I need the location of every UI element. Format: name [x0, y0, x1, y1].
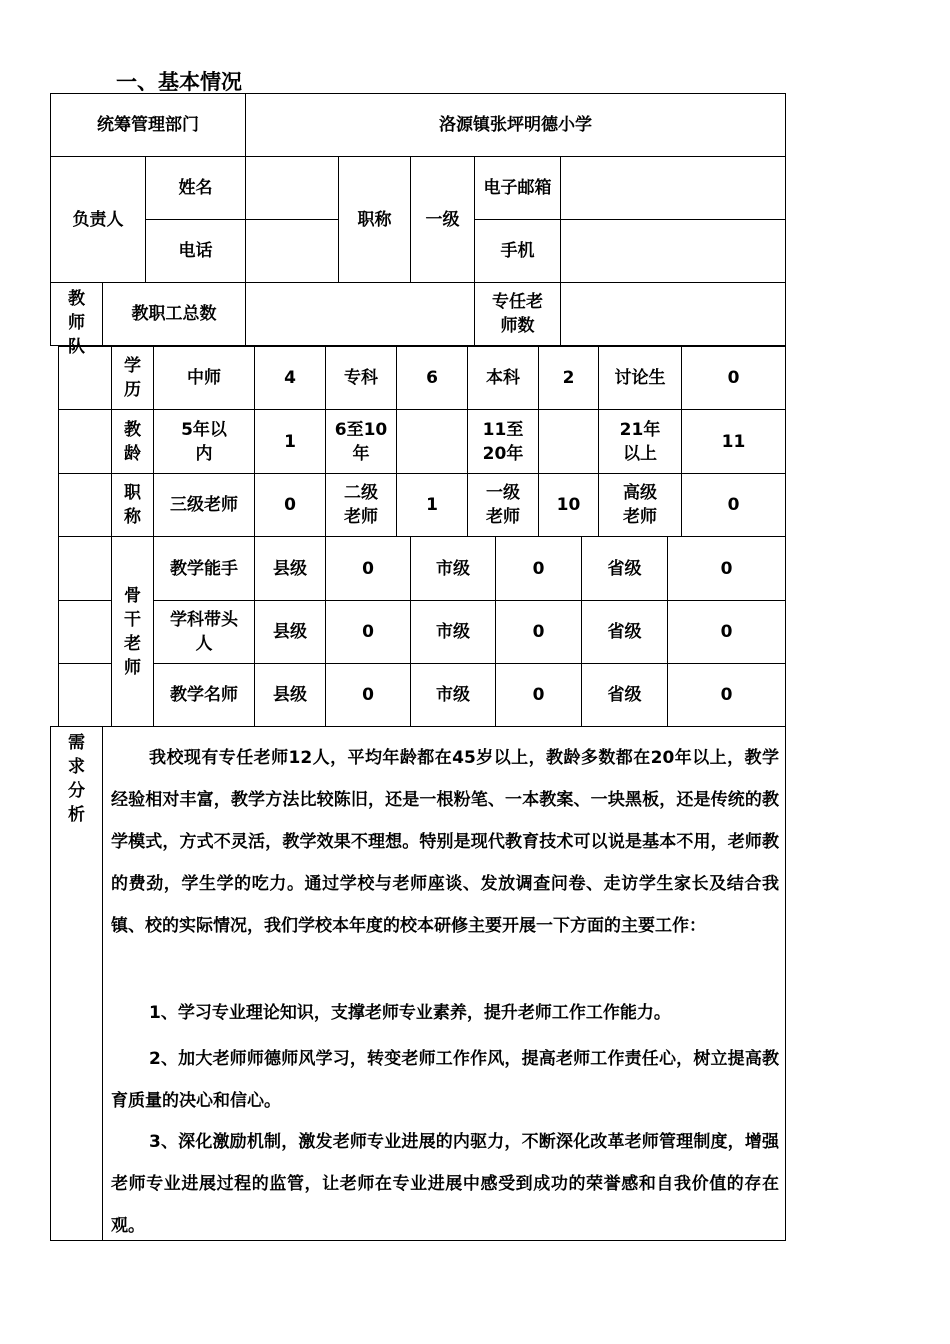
backbone-cell: 0: [325, 600, 411, 664]
teaching-age-label: [111, 409, 154, 474]
backbone-label-char: 老: [124, 633, 141, 654]
total-staff-label: 教职工总数: [102, 282, 246, 346]
needs-label-char: 析: [68, 805, 85, 825]
needs-label-char: 分: [68, 781, 85, 801]
blank-cell: [58, 663, 112, 727]
blank-cell: [58, 409, 112, 474]
education-cell: 中师: [153, 346, 255, 410]
backbone-cell: 0: [495, 600, 582, 664]
email-value: [560, 156, 786, 220]
backbone-cell: 0: [667, 536, 786, 601]
teaching-age-cell: 5年以内: [153, 409, 255, 474]
backbone-cell: 省级: [581, 536, 668, 601]
needs-paragraph: 我校现有专任老师12人，平均年龄都在45岁以上，教龄多数都在20年以上，教学经验相对丰富，教学方法比较陈旧，还是一根粉笔、一本教案、一块黑板，还是传统的教学模式，方式不灵活，教学效果不理想。特别是现代教育技术可以说是基本不用，老师教的费劲，学生学的吃力。通过学校与老师座谈、发放调查问卷、走访学生家长及结合我镇、校的实际情况，我们学校本年度的校本研修主要开展一下方面的主要工作：: [111, 748, 779, 936]
fulltime-value: [560, 282, 786, 346]
teaching-age-cell: [538, 409, 599, 474]
job-title-cell: 1: [396, 473, 468, 537]
team-label-char: 师: [68, 313, 85, 333]
job-title-cell: 一级老师: [467, 473, 539, 537]
education-cell: 2: [538, 346, 599, 410]
phone-label: 电话: [145, 219, 246, 283]
teaching-age-cell: 1: [254, 409, 326, 474]
title-label: 职称: [338, 156, 411, 283]
total-staff-value: [245, 282, 475, 346]
backbone-cell: 县级: [254, 600, 326, 664]
job-title-cell: 0: [254, 473, 326, 537]
backbone-cell: 市级: [410, 536, 496, 601]
needs-label: [50, 726, 103, 1241]
education-label-char: 学: [124, 356, 141, 376]
job-title-label-char: 职: [124, 483, 141, 503]
needs-paragraph: 1、学习专业理论知识，支撑老师专业素养，提升老师工作工作能力。: [149, 1003, 671, 1023]
section-title: 一、基本情况: [116, 70, 242, 94]
backbone-label-char: 干: [124, 609, 141, 630]
backbone-label-char: 师: [124, 657, 141, 678]
blank-cell: [58, 600, 112, 664]
mobile-label: 手机: [474, 219, 561, 283]
backbone-label: [111, 536, 154, 727]
team-label-char: 队: [68, 337, 85, 357]
mobile-value: [560, 219, 786, 283]
teaching-age-cell: [396, 409, 468, 474]
job-title-cell: 三级老师: [153, 473, 255, 537]
backbone-cell: 县级: [254, 663, 326, 727]
education-label-char: 历: [124, 380, 141, 400]
needs-label-char: 求: [68, 757, 85, 777]
education-label: [111, 346, 154, 410]
teaching-age-label-char: 教: [124, 419, 141, 440]
job-title-cell: 二级老师: [325, 473, 397, 537]
name-label: 姓名: [145, 156, 246, 220]
teaching-age-cell: 11: [681, 409, 786, 474]
needs-paragraph: 2、加大老师师德师风学习，转变老师工作作风，提高老师工作责任心，树立提高教育质量的决心和信心。: [111, 1049, 779, 1111]
education-cell: 专科: [325, 346, 397, 410]
backbone-cell: 市级: [410, 663, 496, 727]
backbone-cell: 省级: [581, 663, 668, 727]
leader-label: 负责人: [50, 156, 146, 283]
teaching-age-cell: 11至20年: [467, 409, 539, 474]
backbone-label-char: 骨: [124, 585, 141, 606]
needs-label-char: 需: [68, 733, 85, 753]
blank-cell: [58, 473, 112, 537]
phone-value: [245, 219, 339, 283]
backbone-cell: 教学名师: [153, 663, 255, 727]
backbone-cell: 省级: [581, 600, 668, 664]
job-title-cell: 0: [681, 473, 786, 537]
dept-value: 洛源镇张坪明德小学: [245, 93, 786, 157]
name-value: [245, 156, 339, 220]
backbone-cell: 0: [667, 663, 786, 727]
backbone-cell: 0: [495, 536, 582, 601]
title-value: 一级: [410, 156, 475, 283]
job-title-label: [111, 473, 154, 537]
teaching-age-cell: 6至10年: [325, 409, 397, 474]
team-label-char: 教: [68, 289, 85, 309]
education-cell: 讨论生: [598, 346, 682, 410]
email-label: 电子邮箱: [474, 156, 561, 220]
dept-label: 统筹管理部门: [50, 93, 246, 157]
backbone-cell: 0: [325, 663, 411, 727]
backbone-cell: 市级: [410, 600, 496, 664]
backbone-cell: 0: [667, 600, 786, 664]
backbone-cell: 县级: [254, 536, 326, 601]
job-title-cell: 高级老师: [598, 473, 682, 537]
blank-cell: [58, 346, 112, 410]
backbone-cell: 0: [325, 536, 411, 601]
fulltime-label: 专任老师数: [474, 282, 561, 346]
job-title-cell: 10: [538, 473, 599, 537]
teaching-age-label-char: 龄: [124, 443, 141, 464]
blank-cell: [58, 536, 112, 601]
teaching-age-cell: 21年以上: [598, 409, 682, 474]
job-title-label-char: 称: [124, 507, 141, 527]
backbone-cell: 教学能手: [153, 536, 255, 601]
backbone-cell: 0: [495, 663, 582, 727]
education-cell: 6: [396, 346, 468, 410]
education-cell: 4: [254, 346, 326, 410]
backbone-cell: 学科带头人: [153, 600, 255, 664]
education-cell: 本科: [467, 346, 539, 410]
education-cell: 0: [681, 346, 786, 410]
team-label: [50, 282, 103, 357]
needs-paragraph: 3、深化激励机制，激发老师专业进展的内驱力，不断深化改革老师管理制度，增强老师专业进展过程的监管，让老师在专业进展中感受到成功的荣誉感和自我价值的存在观。: [111, 1132, 779, 1236]
